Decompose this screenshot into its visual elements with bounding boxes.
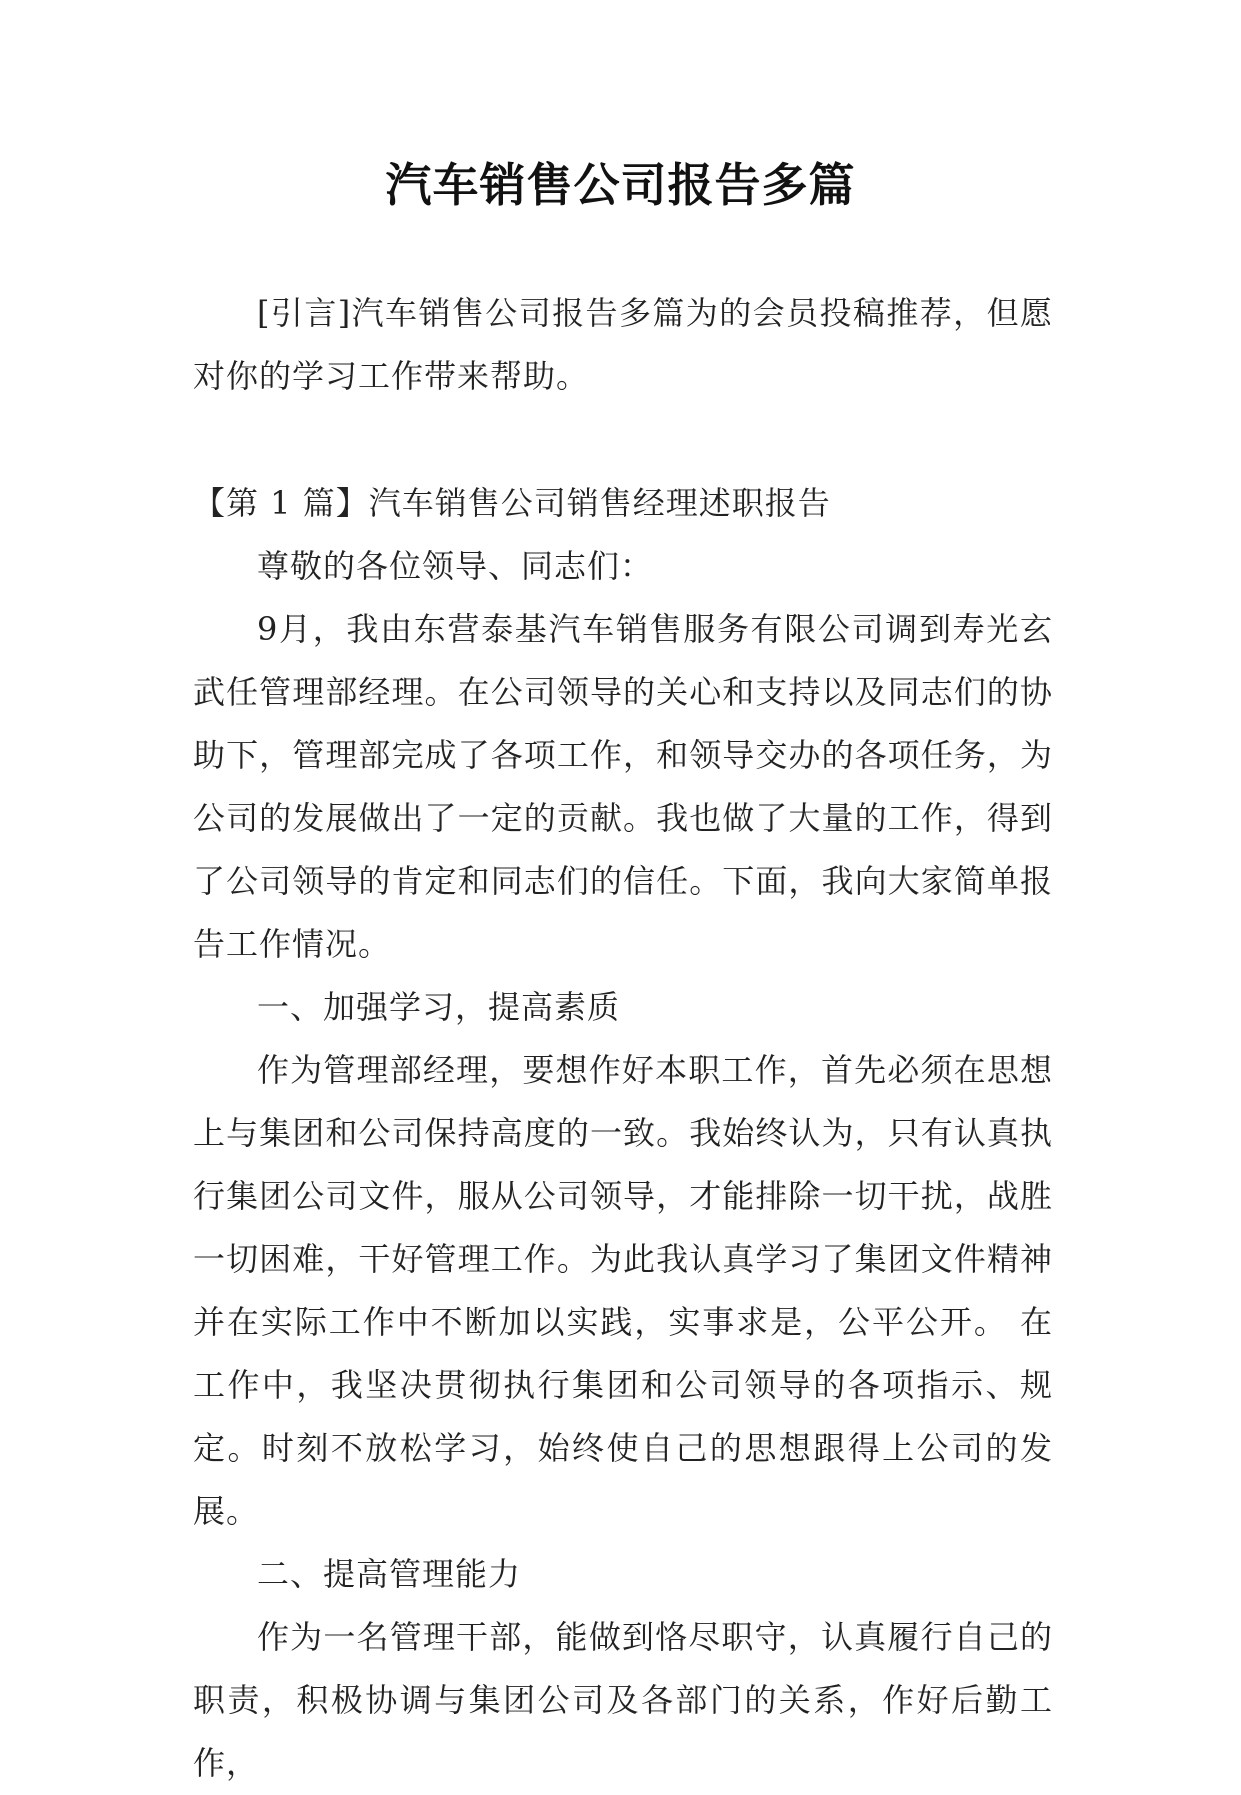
document-title: 汽车销售公司报告多篇	[385, 158, 856, 212]
body-paragraph-3: 作为一名管理干部，能做到恪尽职守，认真履行自己的职责，积极协调与集团公司及各部门的关系，作好后勤工作，	[193, 1618, 1053, 1782]
intro-paragraph: [引言]汽车销售公司报告多篇为的会员投稿推荐，但愿对你的学习工作带来帮助。	[193, 294, 1053, 395]
subheading-2: 二、提高管理能力	[257, 1555, 522, 1593]
salutation: 尊敬的各位领导、同志们：	[257, 547, 654, 585]
section-heading: 【第 1 篇】汽车销售公司销售经理述职报告	[193, 484, 831, 522]
body-paragraph-1: 9月，我由东营泰基汽车销售服务有限公司调到寿光玄武任管理部经理。在公司领导的关心和支持以及同志们的协助下，管理部完成了各项工作，和领导交办的各项任务，为公司的发展做出了一定的贡献。我也做了大量的工作，得到了公司领导的肯定和同志们的信任。下面，我向大家简单报告工作情况。	[193, 610, 1053, 963]
document-body	[193, 282, 1053, 1795]
subheading-1: 一、加强学习，提高素质	[257, 988, 621, 1026]
paragraph-spacer	[193, 408, 1053, 472]
body-paragraph-2: 作为管理部经理，要想作好本职工作，首先必须在思想上与集团和公司保持高度的一致。我始终认为，只有认真执行集团公司文件，服从公司领导，才能排除一切干扰，战胜一切困难，干好管理工作。为此我认真学习了集团文件精神并在实际工作中不断加以实践，实事求是，公平公开。 在工作中，我坚决贯彻执行集团和公司领导的各项指示、规定。时刻不放松学习，始终使自己的思想跟得上公司的发展。	[193, 1051, 1053, 1530]
